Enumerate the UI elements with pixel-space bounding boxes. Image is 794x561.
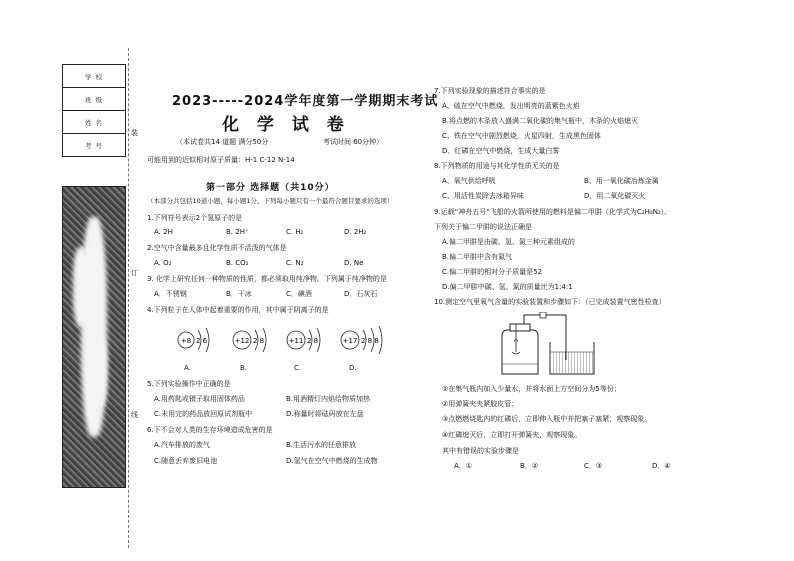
q3-option-a: A．不锈钢 (154, 290, 187, 298)
info-name: 姓 名 (63, 111, 125, 134)
q3-stem: 3. 化学上研究任何一种物质的性质，都必须取用纯净物。下列属于纯净物的是 (147, 275, 387, 283)
binding-char-xian: 线 (131, 411, 138, 419)
q6-option-a: A.汽车排放的废气 (154, 441, 210, 449)
q10-step-4: ④红磷熄灭后，立即打开弹簧夹，观察现象。 (442, 431, 582, 439)
q6-option-d: D.氢气在空气中燃烧的生成物 (286, 457, 378, 465)
q5-stem: 5.下列实验操作中正确的是 (147, 380, 231, 388)
q7-stem: 7.下列实验现象的描述符合事实的是 (434, 87, 546, 95)
q3-option-b: B．干冰 (226, 290, 252, 298)
atom-a-core: +8 (180, 337, 192, 345)
q6-stem: 6.下不会对人类的生存环境造成危害的是 (147, 426, 273, 434)
q1-option-d: D. 2H₂ (344, 228, 367, 236)
atom-c-shells: 2 8 (307, 337, 319, 345)
q8-option-d: D、用二氧化碳灭火 (584, 192, 646, 200)
section-title: 第一部分 选择题（共10分） (206, 183, 335, 193)
q7-option-c: C、铁在空气中剧烈燃烧，火星四射，生成黑色固体 (442, 132, 601, 140)
q10-option-d: D．④ (652, 462, 671, 470)
q8-option-a: A、氧气供给呼吸 (442, 177, 496, 185)
q9-option-b: B.偏二甲肼中含有氮气 (442, 253, 513, 261)
q7-option-b: B.将点燃的木条放入盛满二氧化碳的集气瓶中，木条的火焰熄灭 (442, 117, 639, 125)
atom-diagram-b (233, 328, 266, 352)
exam-meta: （本试卷共14 道题 满分50分 (176, 138, 269, 146)
q9-stem-1: 9.运载“神舟五号”飞船的火箭所使用的燃料是偏二甲肼（化学式为C₂H₈N₂）。 (434, 208, 672, 216)
q10-stem: 10.测定空气里氧气含量的实验装置和步骤如下：（已完成装置气密性检查） (434, 298, 666, 306)
q3-option-c: C．碘酒 (286, 290, 312, 298)
q4-option-d: D. (349, 364, 357, 372)
q10-step-3: ③点燃燃烧匙内的红磷后，立即伸入瓶中并把塞子塞紧，观察现象。 (442, 415, 652, 423)
atom-c-core: +11 (288, 337, 304, 345)
q10-option-a: A．① (454, 462, 473, 470)
exam-title: 2023-----2024学年度第一学期期末考试 (172, 94, 439, 109)
q3-option-d: D．石灰石 (344, 290, 378, 298)
q7-option-a: A、硫在空气中燃烧，发出明亮的蓝紫色火焰 (442, 102, 580, 110)
q2-option-b: B. CO₂ (226, 259, 249, 267)
atom-d-core: +17 (342, 337, 358, 345)
q1-option-b: B. 2H⁺ (226, 228, 249, 236)
atom-b-core: +12 (234, 337, 250, 345)
oxygen-experiment-apparatus (496, 312, 600, 378)
q6-option-b: B.生活污水的任意排放 (286, 441, 357, 449)
q7-option-d: D、红磷在空气中燃烧，生成大量白雾 (442, 147, 560, 155)
info-class: 班 级 (63, 88, 125, 111)
info-school: 学 校 (63, 65, 125, 88)
q5-option-b: B.用酒精灯内焰给物质加热 (286, 395, 371, 403)
binding-line (128, 48, 129, 548)
q5-option-a: A.用药匙或镊子取用固体药品 (154, 395, 245, 403)
atom-diagram-c (287, 328, 320, 352)
q10-option-b: B．② (520, 462, 539, 470)
q9-option-c: C.偏二甲肼的相对分子质量是52 (442, 268, 543, 276)
q8-option-b: B、用一氧化碳冶炼金属 (584, 177, 659, 185)
atomic-mass-note: 可能用到的近似相对原子质量：H-1 C-12 N-14 (147, 156, 295, 164)
atom-b-shells: 2 8 (253, 337, 265, 345)
q4-stem: 4.下列粒子在人体中起着重要的作用，其中属于阴离子的是 (147, 306, 329, 314)
atom-a-shells: 2 6 (196, 337, 208, 345)
q10-step-1: ①在集气瓶内加入少量水，并将水面上方空间分为5等份； (442, 385, 621, 393)
subject-title: 化 学 试 卷 (222, 115, 350, 135)
q2-option-a: A. O₂ (154, 259, 172, 267)
info-number: 考 号 (84, 141, 104, 150)
atom-d-shells: 2 8 8 (361, 337, 379, 345)
binding-char-ding: 订 (131, 269, 138, 277)
q8-stem: 8.下列物质的用途与其化学性质无关的是 (434, 162, 560, 170)
q10-question: 其中有错误的实验步骤是 (442, 447, 519, 455)
q1-stem: 1.下列符号表示2个氢原子的是 (147, 214, 243, 222)
q1-option-a: A. 2H (154, 228, 173, 236)
section-note: （本部分共包括10道小题，每小题1分。下列每小题只有一个最符合题目要求的选项） (147, 197, 394, 205)
q10-option-c: C．③ (584, 462, 603, 470)
q4-option-c: C. (294, 364, 302, 372)
q6-option-c: C.随意丢弃废旧电池 (154, 457, 218, 465)
student-info-table (62, 64, 126, 157)
q4-option-a: A. (184, 364, 191, 372)
binding-char-zhuang: 装 (131, 129, 138, 137)
q4-option-b: B. (240, 364, 248, 372)
q5-option-d: D.称量时将砝码放在左盘 (286, 410, 364, 418)
atom-diagram-a (178, 328, 209, 352)
atom-diagram-d (341, 326, 382, 354)
q9-stem-2: 下列关于偏二甲肼的说法正确是 (434, 223, 532, 231)
q9-option-a: A.偏二甲肼是由碳、氢、氮三种元素组成的 (442, 238, 575, 246)
gas-collection-bottle (502, 324, 538, 374)
q1-option-c: C. H₂ (286, 228, 304, 236)
q2-stem: 2.空气中含量最多且化学性质不活泼的气体是 (147, 244, 287, 252)
q10-step-2: ②用弹簧夹夹紧胶皮管； (442, 400, 519, 408)
q8-option-c: C、用活性炭除去冰箱异味 (442, 192, 524, 200)
q5-option-c: C.未用完的药品放回原试剂瓶中 (154, 410, 253, 418)
water-beaker (550, 342, 594, 374)
exam-time: 考试时间 60分钟） (323, 138, 384, 146)
atom-structure-diagrams (170, 320, 390, 360)
q2-option-d: D. Ne (344, 259, 364, 267)
scan-noise-strip (62, 186, 126, 488)
q9-option-d: D.偏二甲肼中碳、氢、氮的质量比为1:4:1 (442, 283, 573, 291)
q2-option-c: C. N₂ (286, 259, 304, 267)
